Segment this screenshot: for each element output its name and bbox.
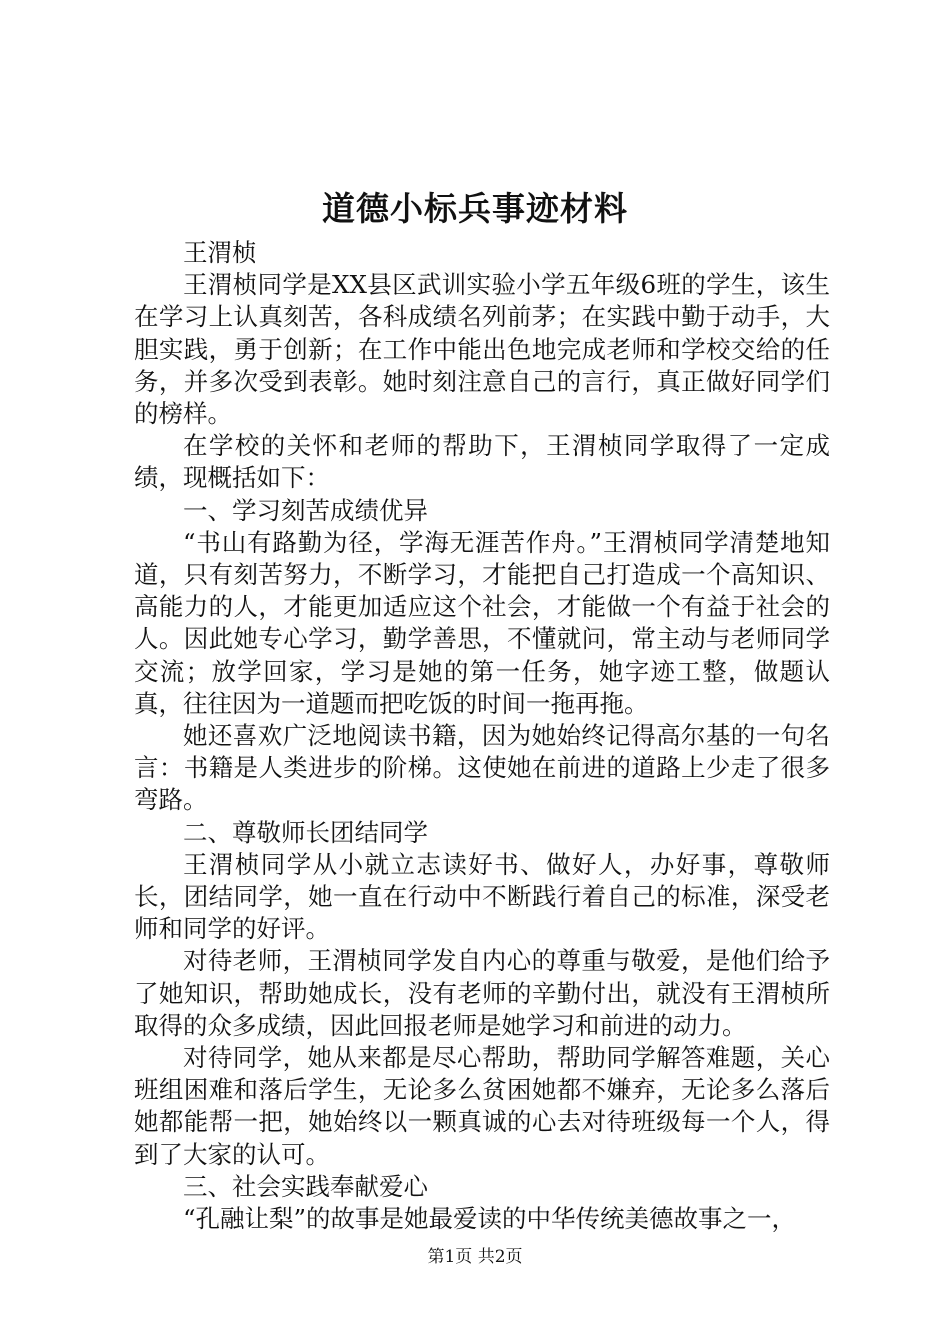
document-title: 道德小标兵事迹材料: [322, 189, 628, 228]
body-paragraph: 王渭桢同学是XX县区武训实验小学五年级6班的学生，该生在学习上认真刻苦，各科成绩名列前茅；在实践中勤于动手，大胆实践，勇于创新；在工作中能出色地完成老师和学校交给的任务，并多次受到表彰。她时刻注意自己的言行，真正做好同学们的榜样。: [134, 270, 830, 429]
section-heading: 一、学习刻苦成绩优异: [183, 495, 428, 525]
body-paragraph: 她还喜欢广泛地阅读书籍，因为她始终记得高尔基的一句名言：书籍是人类进步的阶梯。这使她在前进的道路上少走了很多弯路。: [134, 721, 830, 815]
document-body: [134, 237, 830, 1235]
body-paragraph: “书山有路勤为径，学海无涯苦作舟。”王渭桢同学清楚地知道，只有刻苦努力，不断学习，才能把自己打造成一个高知识、高能力的人，才能更加适应这个社会，才能做一个有益于社会的人。因此她专心学习，勤学善思，不懂就问，常主动与老师同学交流；放学回家，学习是她的第一任务，她字迹工整，做题认真，往往因为一道题而把吃饭的时间一拖再拖。: [134, 527, 830, 718]
section-heading: 三、社会实践奉献爱心: [183, 1171, 428, 1201]
author-name: 王渭桢: [183, 238, 257, 267]
section-heading: 二、尊敬师长团结同学: [183, 817, 428, 847]
body-paragraph: 王渭桢同学从小就立志读好书、做好人，办好事，尊敬师长，团结同学，她一直在行动中不断践行着自己的标准，深受老师和同学的好评。: [134, 849, 830, 944]
body-paragraph: “孔融让梨”的故事是她最爱读的中华传统美德故事之一，: [183, 1204, 797, 1234]
page-number-footer: 第1页 共2页: [427, 1247, 523, 1267]
body-paragraph: 对待同学，她从来都是尽心帮助，帮助同学解答难题，关心班组困难和落后学生，无论多么贫困她都不嫌弃，无论多么落后她都能帮一把，她始终以一颗真诚的心去对待班级每一个人，得到了大家的认可。: [134, 1043, 830, 1169]
body-paragraph: 在学校的关怀和老师的帮助下，王渭桢同学取得了一定成绩，现概括如下：: [134, 431, 830, 493]
body-paragraph: 对待老师，王渭桢同学发自内心的尊重与敬爱，是他们给予了她知识，帮助她成长，没有老师的辛勤付出，就没有王渭桢所取得的众多成绩，因此回报老师是她学习和前进的动力。: [134, 946, 830, 1040]
